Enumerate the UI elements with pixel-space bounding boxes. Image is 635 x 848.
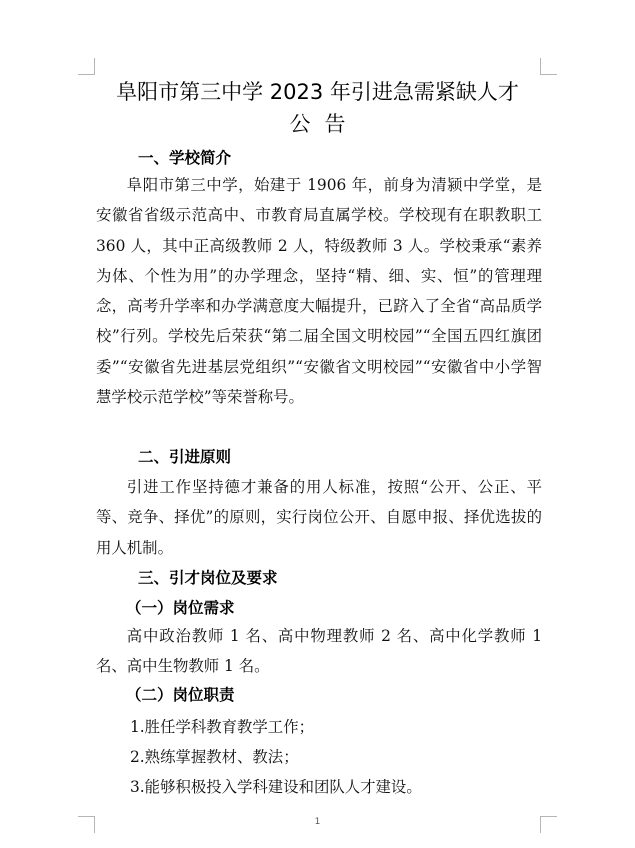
- section-paragraph-principles: 引进工作坚持德才兼备的用人标准，按照“公开、公正、平等、竞争、择优”的原则，实行岗位公开、自愿申报、择优选拔的用人机制。: [96, 478, 542, 557]
- duty-item: 3.能够积极投入学科建设和团队人才建设。: [130, 778, 422, 796]
- document-subtitle: 公告: [289, 112, 360, 136]
- section-heading-positions: 三、引才岗位及要求: [138, 569, 278, 587]
- subsection-heading-demand: （一）岗位需求: [126, 599, 235, 617]
- section-heading-principles: 二、引进原则: [138, 448, 232, 466]
- document-title: 阜阳市第三中学 2023 年引进急需紧缺人才: [116, 80, 519, 104]
- crop-mark-top-right: [540, 58, 557, 75]
- section-paragraph-intro: 阜阳市第三中学，始建于 1906 年，前身为清颍中学堂，是安徽省省级示范高中、市教育局直属学校。学校现有在职教职工 360 人，其中正高级教师 2 人，特级教师 3 人。学校秉承“素养为体、个性为用”的办学理念，坚持“精、细、实、恒”的管理理念，高考升学率和办学满意度大幅提升，已跻入了全省“高品质学校”行列。学校先后荣获“第二届全国文明校园”“全国五四红旗团委”“安徽省先进基层党组织”“安徽省文明校园”“安徽省中小学智慧学校示范学校”等荣誉称号。: [96, 176, 542, 407]
- subsection-paragraph-demand: 高中政治教师 1 名、高中物理教师 2 名、高中化学教师 1 名、高中生物教师 1 名。: [96, 627, 542, 676]
- section-heading-intro: 一、学校简介: [138, 149, 232, 167]
- duty-item: 2.熟练掌握教材、教法；: [130, 748, 299, 766]
- duty-item: 1.胜任学科教育教学工作；: [130, 718, 314, 736]
- subsection-heading-duties: （二）岗位职责: [126, 686, 235, 704]
- crop-mark-top-left: [78, 58, 95, 75]
- page-number: 1: [314, 817, 321, 827]
